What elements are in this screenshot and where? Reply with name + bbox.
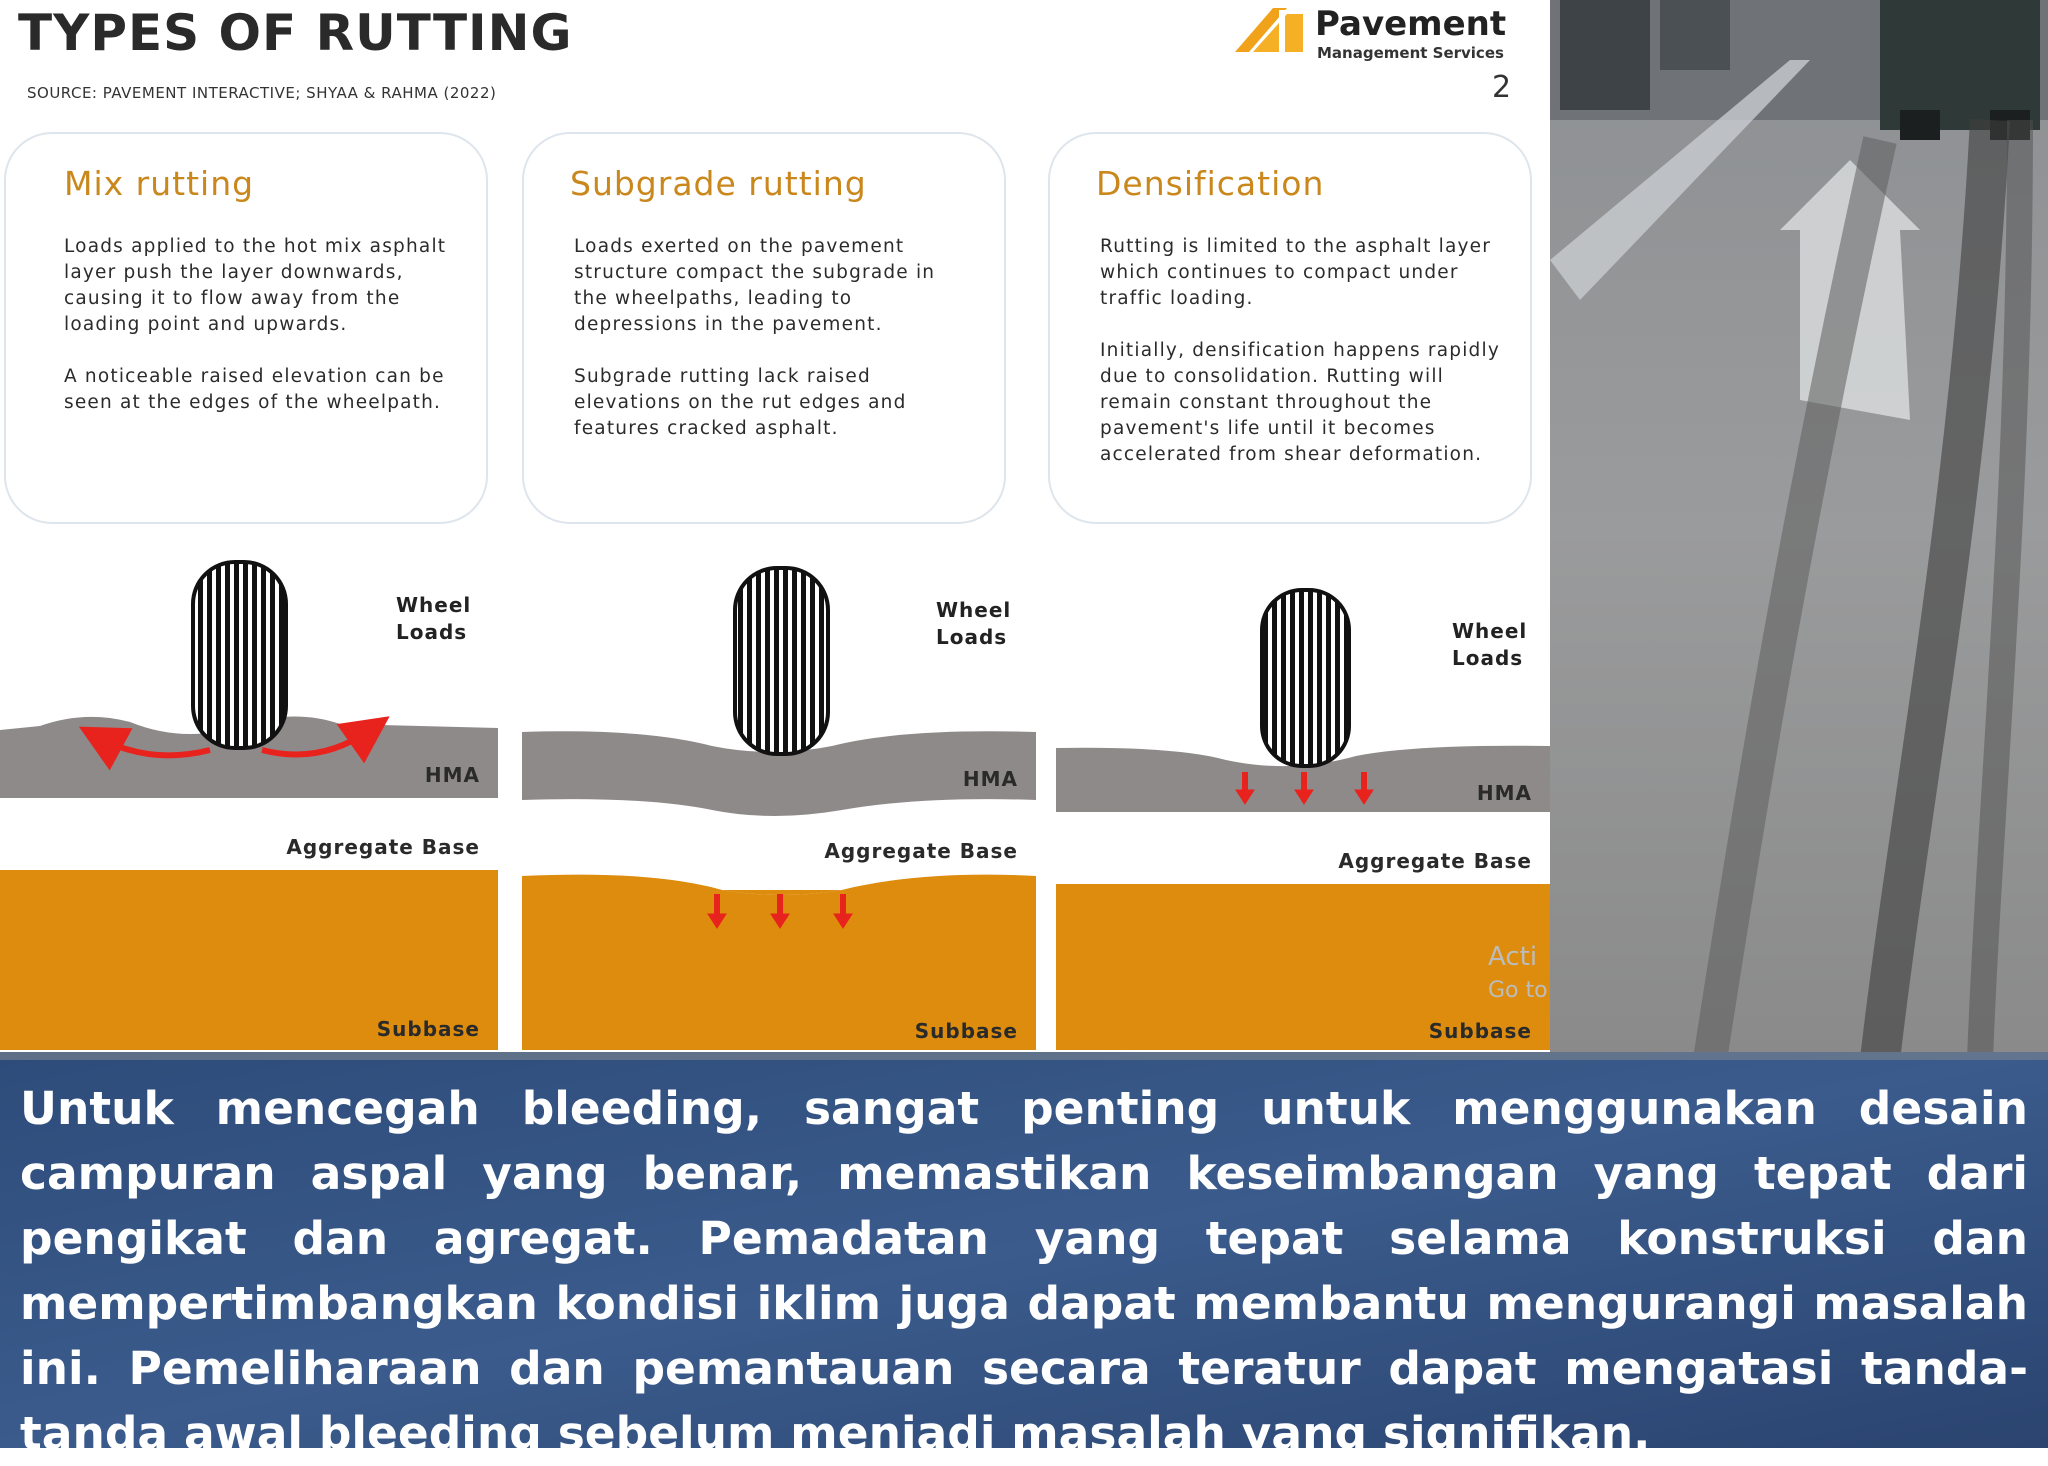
company-logo bbox=[1235, 4, 1545, 62]
banner-text: Untuk mencegah bleeding, sangat penting untuk menggunakan desain campuran aspal yang benar, memastikan keseimbangan yang tepat dari pengikat dan agregat. Pemadatan yang tepat selama konstruksi dan mempertimbangkan kondisi iklim juga dapat membantu mengurangi masalah ini. Pemeliharaan dan pemantauan secara teratur dapat mengatasi tanda-tanda awal bleeding sebelum menjadi masalah yang signifikan. bbox=[20, 1082, 2028, 1460]
wheel-label-line1: Wheel bbox=[396, 593, 472, 617]
card-paragraph: Subgrade rutting lack raised elevations on the rut edges and features cracked asphalt. bbox=[574, 366, 907, 439]
wheel-label-line2: Loads bbox=[1452, 646, 1524, 670]
wheel-icon bbox=[193, 562, 286, 748]
subbase-label: Subbase bbox=[1428, 1019, 1532, 1043]
card-paragraph: Loads exerted on the pavement structure compact the subgrade in the wheelpaths, leading to depressions in the pavement. bbox=[574, 236, 936, 335]
aggregate-base-label: Aggregate Base bbox=[824, 839, 1018, 863]
diagram-mix-rutting bbox=[0, 560, 500, 1050]
watermark-line2: Go to bbox=[1488, 978, 1548, 1003]
page-number: 2 bbox=[1492, 70, 1512, 105]
wheel-icon bbox=[735, 568, 828, 754]
source-citation: SOURCE: PAVEMENT INTERACTIVE; SHYAA & RAHMA (2022) bbox=[27, 84, 497, 102]
activation-watermark bbox=[1488, 940, 1548, 1008]
card-heading: Densification bbox=[1096, 164, 1325, 203]
aggregate-base-label: Aggregate Base bbox=[1338, 849, 1532, 873]
hma-label: HMA bbox=[1476, 781, 1532, 805]
card-heading: Mix rutting bbox=[64, 164, 255, 203]
hma-label: HMA bbox=[962, 767, 1018, 791]
card-heading: Subgrade rutting bbox=[570, 164, 867, 203]
diagram-subgrade-rutting bbox=[522, 560, 1036, 1050]
card-body bbox=[1100, 234, 1500, 494]
hma-label: HMA bbox=[424, 763, 480, 787]
wheel-label-line2: Loads bbox=[936, 625, 1008, 649]
diagram-densification bbox=[1056, 560, 1550, 1050]
card-body bbox=[64, 234, 464, 442]
watermark-line1: Acti bbox=[1488, 942, 1538, 972]
card-paragraph: A noticeable raised elevation can be seen at the edges of the wheelpath. bbox=[64, 366, 445, 413]
card-densification bbox=[1048, 132, 1532, 524]
card-mix-rutting bbox=[4, 132, 488, 524]
logo-subtitle: Management Services bbox=[1317, 44, 1504, 62]
logo-name: Pavement bbox=[1315, 4, 1507, 44]
aggregate-base-label: Aggregate Base bbox=[286, 835, 480, 859]
subbase-label: Subbase bbox=[914, 1019, 1018, 1043]
wheel-icon bbox=[1262, 590, 1349, 766]
wheel-label-line1: Wheel bbox=[936, 598, 1012, 622]
wheel-label-line2: Loads bbox=[396, 620, 468, 644]
wheel-label-line1: Wheel bbox=[1452, 619, 1528, 643]
card-paragraph: Rutting is limited to the asphalt layer which continues to compact under traffic loading. bbox=[1100, 236, 1492, 309]
subbase-label: Subbase bbox=[376, 1017, 480, 1041]
logo-mark-icon bbox=[1235, 6, 1305, 54]
card-body bbox=[574, 234, 974, 468]
card-paragraph: Initially, densification happens rapidly due to consolidation. Rutting will remain constant throughout the pavement's life until it becomes accelerated from shear deformation. bbox=[1100, 340, 1500, 465]
card-subgrade-rutting bbox=[522, 132, 1006, 524]
page-title: TYPES OF RUTTING bbox=[18, 4, 573, 62]
card-paragraph: Loads applied to the hot mix asphalt layer push the layer downwards, causing it to flow away from the loading point and upwards. bbox=[64, 236, 447, 335]
road-rutting-photo bbox=[1550, 0, 2048, 1060]
